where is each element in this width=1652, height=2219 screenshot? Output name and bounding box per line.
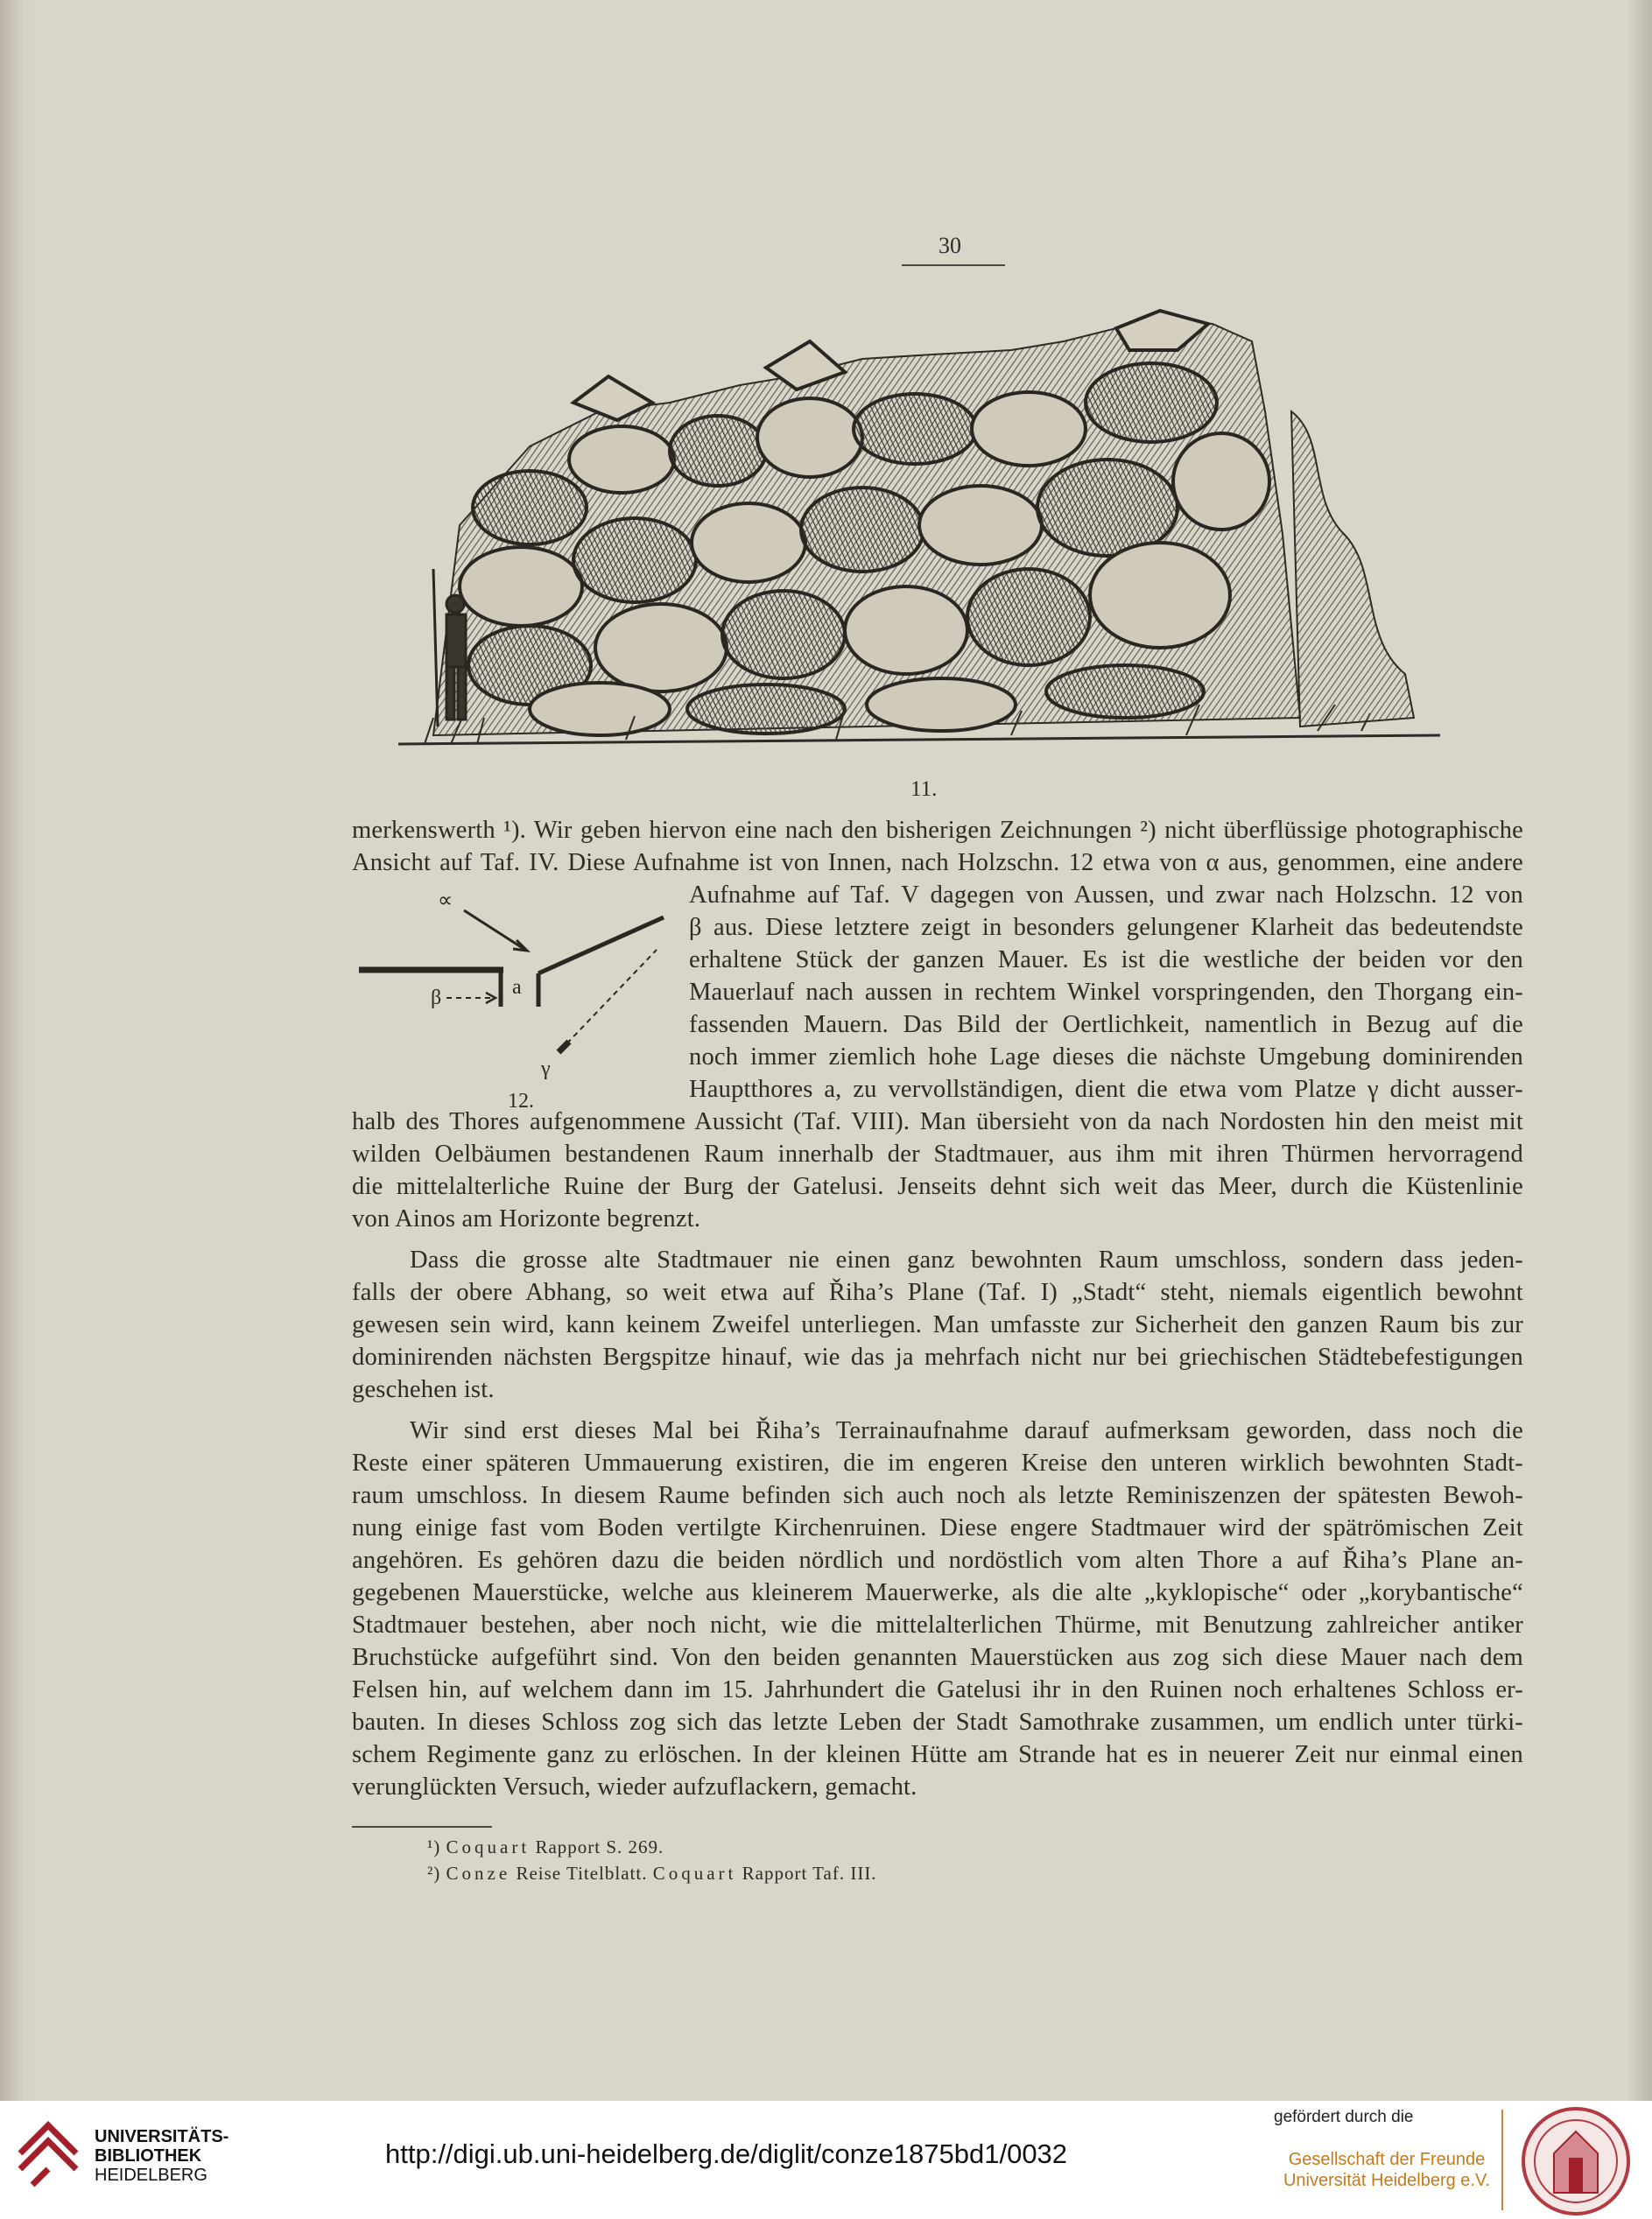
footnote-1 — [427, 1836, 664, 1858]
text-line: verunglückten Versuch, wieder aufzuflackern, gemacht. — [352, 1773, 917, 1801]
figure-12-caption: 12. — [508, 1090, 534, 1113]
library-name-line: BIBLIOTHEK — [95, 2146, 202, 2166]
sponsor-name-line: Gesellschaft der Freunde — [1288, 2150, 1486, 2169]
text-line: angehören. Es gehören dazu die beiden nördlich und nordöstlich vom alten Thore a auf Řiha’s Plane an- — [352, 1547, 1523, 1574]
text-line: fassenden Mauern. Das Bild der Oertlichkeit, namentlich in Bezug auf die — [689, 1011, 1523, 1038]
university-library-logo-icon — [13, 2118, 83, 2190]
text-line: β aus. Diese letztere zeigt in besonders gelungener Klarheit das bedeutendste — [689, 914, 1523, 941]
gate-plan-diagram — [350, 884, 683, 1094]
text-line: gewesen sein wird, kann keinem Zweifel unterliegen. Man umfasste zur Sicherheit den ganzen Raum bis zur — [352, 1311, 1523, 1338]
library-name-line: UNIVERSITÄTS- — [95, 2127, 229, 2146]
footer-divider — [1501, 2110, 1503, 2210]
page-edge-shadow — [1626, 0, 1652, 2101]
text-line: Ansicht auf Taf. IV. Diese Aufnahme ist von Innen, nach Holzschn. 12 etwa von α aus, genommen, eine andere — [352, 849, 1523, 876]
text-line: erhaltene Stück der ganzen Mauer. Es ist die westliche der beiden vor den — [689, 946, 1523, 973]
plan-label-alpha: ∝ — [438, 889, 453, 912]
text-line: Bruchstücke aufgeführt sind. Von den beiden genannten Mauerstücken aus zog sich diese Mauer nach dem — [352, 1644, 1523, 1671]
funded-by-label: gefördert durch die — [1274, 2108, 1414, 2126]
footnote-rule — [352, 1826, 492, 1828]
page-number-rule — [902, 264, 1005, 266]
footnote-author: Coquart — [652, 1863, 737, 1884]
figure-11-caption: 11. — [910, 777, 938, 801]
sponsor-name-line: Universität Heidelberg e.V. — [1283, 2171, 1491, 2190]
footnote-mark: ¹) — [427, 1836, 441, 1857]
text-line: Reste einer späteren Ummauerung existiren, die im engeren Kreise den unteren wirklich bewohnten Stadt- — [352, 1450, 1523, 1477]
footnote-text: Reise Titelblatt. — [516, 1863, 648, 1884]
university-seal-icon — [1519, 2105, 1633, 2217]
text-line: falls der obere Abhang, so weit etwa auf Řiha’s Plane (Taf. I) „Stadt“ steht, niemals eigentlich bewohnt — [352, 1279, 1523, 1306]
text-line: Dass die grosse alte Stadtmauer nie einen ganz bewohnten Raum umschloss, sondern dass jeden- — [410, 1246, 1523, 1274]
text-line: Mauerlauf nach aussen in rechtem Winkel vorspringenden, den Thorgang ein- — [689, 979, 1523, 1006]
text-line: raum umschloss. In diesem Raume befinden sich auch noch als letzte Reminiszenzen der spätesten Bewoh- — [352, 1482, 1523, 1509]
plan-label-beta: β — [431, 987, 442, 1009]
permalink-url[interactable]: http://digi.ub.uni-heidelberg.de/diglit/conze1875bd1/0032 — [385, 2138, 1068, 2169]
footnote-mark: ²) — [427, 1863, 441, 1884]
text-line: wilden Oelbäumen bestandenen Raum innerhalb der Stadtmauer, aus ihm mit ihren Thürmen hervorragend — [352, 1141, 1523, 1168]
text-line: bauten. In dieses Schloss zog sich das letzte Leben der Stadt Samothrake zusammen, um endlich unter türki- — [352, 1709, 1523, 1736]
text-line: merkenswerth ¹). Wir geben hiervon eine nach den bisherigen Zeichnungen ²) nicht überflüssige photographische — [352, 817, 1523, 844]
plan-label-gamma: γ — [541, 1057, 551, 1080]
library-name — [95, 2127, 228, 2185]
text-line: Hauptthores a, zu vervollständigen, dient die etwa vom Platze γ dicht ausser- — [689, 1076, 1523, 1103]
text-line: Aufnahme auf Taf. V dagegen von Aussen, und zwar nach Holzschn. 12 von — [689, 881, 1523, 909]
text-line: halb des Thores aufgenommene Aussicht (Taf. VIII). Man übersieht von da nach Nordosten hin den meist mit — [352, 1108, 1523, 1135]
library-name-line: HEIDELBERG — [95, 2166, 207, 2185]
footnote-author: Coquart — [446, 1836, 531, 1857]
text-line: Felsen hin, auf welchem dann im 15. Jahrhundert die Gatelusi ihr in den Ruinen noch erhaltenes Schloss er- — [352, 1676, 1523, 1703]
text-line: Wir sind erst dieses Mal bei Řiha’s Terrainaufnahme darauf aufmerksam geworden, dass noch die — [410, 1417, 1523, 1444]
text-line: nung einige fast vom Boden vertilgte Kirchenruinen. Diese engere Stadtmauer wird der spätrömischen Zeit — [352, 1514, 1523, 1541]
footnote-text: Rapport S. 269. — [535, 1836, 664, 1857]
text-line: von Ainos am Horizonte begrenzt. — [352, 1205, 701, 1232]
text-line: geschehen ist. — [352, 1376, 495, 1403]
page-number: 30 — [938, 233, 961, 258]
footnote-text: Rapport Taf. III. — [742, 1863, 877, 1884]
wall-engraving-illustration — [398, 306, 1440, 770]
footnote-2 — [427, 1863, 877, 1885]
page-spine-shadow — [0, 0, 35, 2101]
text-line: Stadtmauer bestehen, aber noch nicht, wie die mittelalterlichen Thürme, mit Benutzung zahlreicher antiker — [352, 1612, 1523, 1639]
sponsor-name — [1274, 2149, 1500, 2191]
text-line: die mittelalterliche Ruine der Burg der Gatelusi. Jenseits dehnt sich weit das Meer, durch die Küstenlinie — [352, 1173, 1523, 1200]
text-line: dominirenden nächsten Bergspitze hinauf, wie das ja mehrfach nicht nur bei griechischen Städtebefestigungen — [352, 1344, 1523, 1371]
plan-label-gate: a — [512, 976, 522, 999]
text-line: gegebenen Mauerstücke, welche aus kleinerem Mauerwerke, als die alte „kyklopische“ oder „korybantische“ — [352, 1579, 1523, 1606]
footnote-author: Conze — [446, 1863, 511, 1884]
text-line: noch immer ziemlich hohe Lage dieses die nächste Umgebung dominirenden — [689, 1043, 1523, 1071]
text-line: schem Regimente ganz zu erlöschen. In der kleinen Hütte am Strande hat es in neuerer Zeit nur einmal einen — [352, 1741, 1523, 1768]
